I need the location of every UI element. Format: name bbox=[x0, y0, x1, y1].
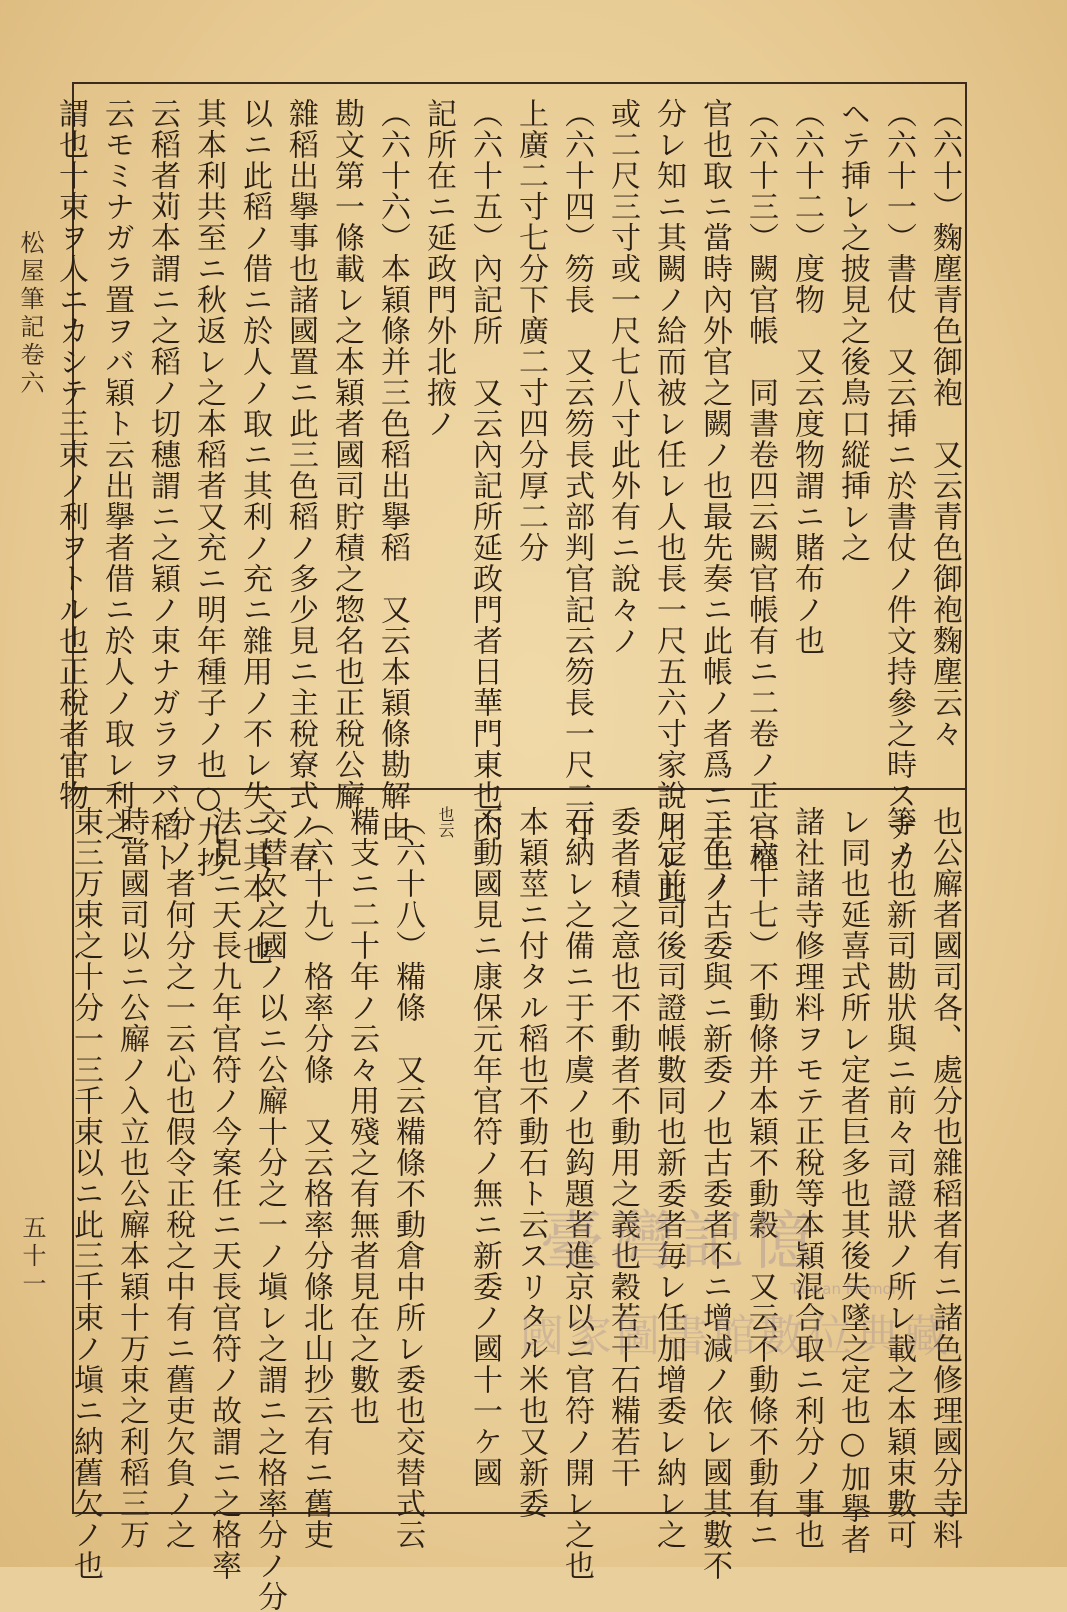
text-column: 謂也十束ヲ人ニカシテ三束ノ利ヲトル也正稅者官物 bbox=[53, 98, 88, 811]
text-column: （六十五）內記所 又云內記所延政門者日華門東也內 bbox=[467, 98, 502, 842]
text-column: 也公廨者國司各、處分也雜稻者有ニ諸色修理國分寺料 bbox=[927, 806, 962, 1550]
text-column: レ定前司後司證帳數同也新委者毎レ任加增委レ納レ之 bbox=[651, 806, 686, 1550]
watermark-english: Taiwan Memory bbox=[790, 1280, 907, 1298]
text-column: 雜稻出擧事也諸國置ニ此三色稻ノ多少見ニ主稅寮式ノ春 bbox=[283, 98, 318, 873]
watermark-organization: 國家圖書館數位典藏 bbox=[520, 1311, 952, 1362]
text-column: 石納レ之備ニ于不虞ノ也鈎題者進京以ニ官符ノ開レ之也 bbox=[559, 806, 594, 1581]
running-header: 松屋筆記卷六 bbox=[16, 230, 44, 398]
text-column: 勘文第一條載レ之本穎者國司貯積之惣名也正稅公廨 bbox=[329, 98, 364, 811]
text-column: （六十三）闕官帳 同書卷四云闕官帳有ニ二卷ノ正官權 bbox=[743, 98, 778, 873]
lower-register bbox=[63, 806, 962, 1612]
text-column: 官也取ニ當時內外官之闕ノ也最先奏ニ此帳ノ者爲ニ主上ノ bbox=[697, 98, 732, 904]
text-column: （六十二）度物 又云度物謂ニ賭布ノ也 bbox=[789, 98, 824, 656]
text-column: 本穎莖ニ付タル稻也不動石ト云スリタル米也又新委 bbox=[513, 806, 548, 1519]
text-column: （六十四）笏長 又云笏長式部判官記云笏長一尺二寸 bbox=[559, 98, 594, 842]
text-column: レ同也延喜式所レ定者巨多也其後失墜之定也○加擧者 bbox=[835, 806, 870, 1555]
text-column: 諸社諸寺修理料ヲモテ正稅等本穎混合取ニ利分ノ事也 bbox=[789, 806, 824, 1550]
text-column: （六十八）糒條 又云糒條不動倉中所レ委也交替式云 bbox=[390, 806, 425, 1550]
text-column: 云稻者苅本謂ニ之稻ノ切穗謂ニ之穎ノ束ナガラヲバ稻ト bbox=[145, 98, 180, 873]
text-column: 二色ノ古委與ニ新委ノ也古委者不ニ增減ノ依レ國其數不 bbox=[697, 806, 732, 1581]
text-column: （六十）麴塵青色御袍 又云青色御袍麴塵云々 bbox=[927, 98, 962, 749]
text-column: （六十七）不動條并本穎不動穀 又云不動條不動有ニ bbox=[743, 806, 778, 1550]
text-column: 或二尺三寸或一尺七八寸此外有ニ說々ノ bbox=[605, 98, 640, 656]
text-column: 交替欠之國ノ以ニ公廨十分之一ノ塡レ之謂ニ之格率分ノ分 bbox=[252, 806, 287, 1612]
text-column: 等ノ也新司勘狀與ニ前々司證狀ノ所レ載之本穎束數可 bbox=[881, 806, 916, 1550]
text-column: 法見ニ天長九年官符ノ今案任ニ天長官符ノ故謂ニ之格率 bbox=[206, 806, 241, 1581]
text-column: （六十一）書仗 又云挿ニ於書仗ノ件文持參之時スヂカ bbox=[881, 98, 916, 873]
text-column: 上廣二寸七分下廣二寸四分厚二分 bbox=[513, 98, 548, 563]
text-column: ヘテ挿レ之披見之後鳥口縦挿レ之 bbox=[835, 98, 870, 563]
text-column: 其本利共至ニ秋返レ之本稻者又充ニ明年種子ノ也○九抄 bbox=[191, 98, 226, 878]
text-column: 時當國司以ニ公廨ノ入立也公廨本穎十万束之利稻三万 bbox=[114, 806, 149, 1550]
text-column: 云モミナガラ置ヲバ穎ト云出擧者借ニ於人ノ取レ利之 bbox=[99, 98, 134, 842]
library-watermark: 臺灣記憶 bbox=[540, 1205, 820, 1279]
text-column: 分レ知ニ其闕ノ給而被レ任レ人也長一尺五六寸家說用レ此 bbox=[651, 98, 686, 904]
text-column: （六十九）格率分條 又云格率分條北山抄云有ニ舊吏 bbox=[298, 806, 333, 1550]
text-column: 以ニ此稻ノ借ニ於人ノ取ニ其利ノ充ニ雜用ノ不レ失ニ其本ノ也 bbox=[237, 98, 272, 966]
annotation-column: 也云 bbox=[436, 806, 455, 838]
text-column: （六十六）本穎條并三色稻出擧稻 又云本穎條勘解由 bbox=[375, 98, 410, 842]
text-column: 束三万束之十分一三千束以ニ此三千束ノ塡ニ納舊欠ノ也 bbox=[68, 806, 103, 1581]
text-column: 記所在ニ延政門外北掖ノ bbox=[421, 98, 456, 439]
page-number: 五十一 bbox=[18, 1215, 46, 1299]
text-column: 糒支ニ二十年ノ云々用殘之有無者見在之數也 bbox=[344, 806, 379, 1426]
text-column: 分ノ者何分之一云心也假令正稅之中有ニ舊吏欠負ノ之 bbox=[160, 806, 195, 1550]
text-column: 委者積之意也不動者不動用之義也穀若干石糒若干 bbox=[605, 806, 640, 1488]
text-column: 不動國見ニ康保元年官符ノ無ニ新委ノ國十一ケ國 bbox=[467, 806, 502, 1488]
